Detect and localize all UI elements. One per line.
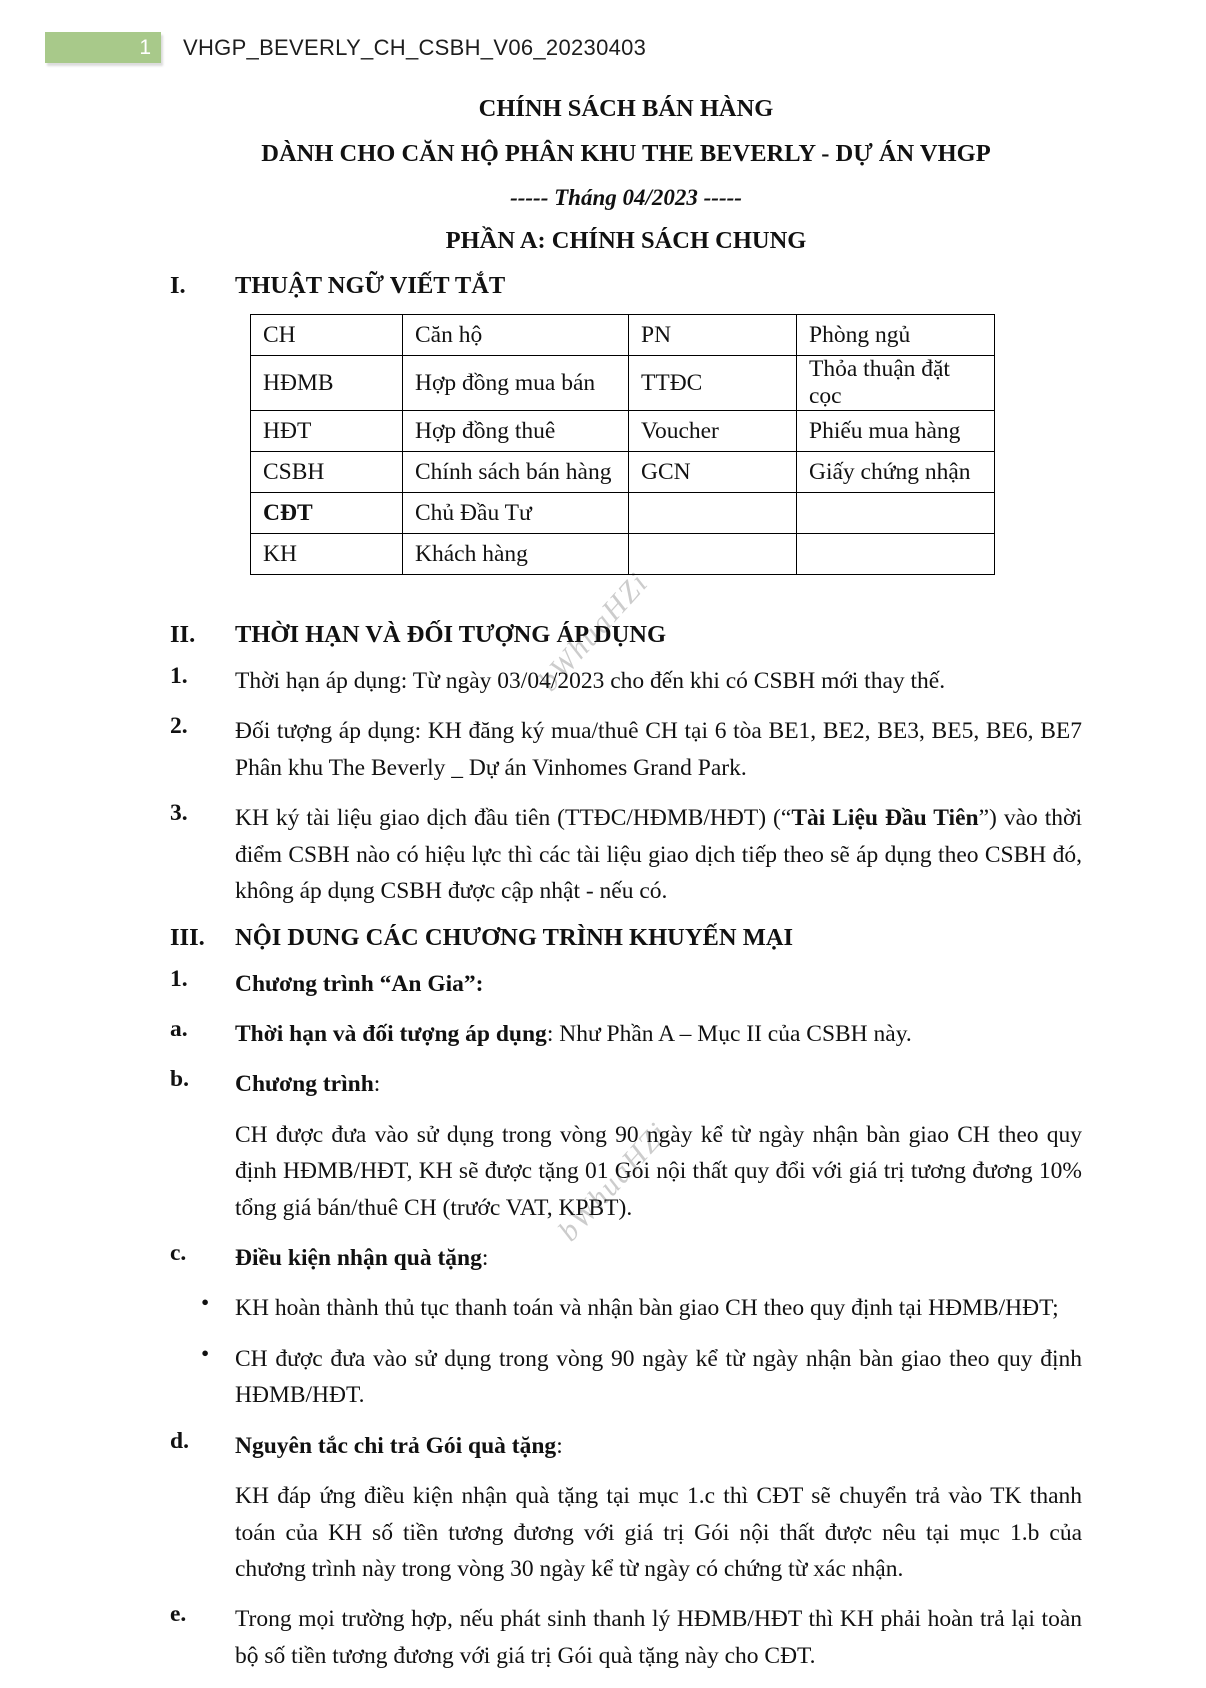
term-abbr: GCN <box>629 452 797 493</box>
bullet-text: CH được đưa vào sử dụng trong vòng 90 ngày kể từ ngày nhận bàn giao theo quy định HĐMB/HĐT. <box>235 1345 1082 1409</box>
section-1-heading <box>170 272 1082 300</box>
list-item <box>170 800 1082 909</box>
table-row <box>251 315 995 356</box>
program-heading <box>170 966 1082 1002</box>
term-definition: Phòng ngủ <box>797 315 995 356</box>
term-abbr: Voucher <box>629 411 797 452</box>
page-number-badge: 1 <box>45 32 161 63</box>
item-text-bold: Tài Liệu Đầu Tiên <box>791 805 979 832</box>
doc-title: CHÍNH SÁCH BÁN HÀNG <box>478 95 774 122</box>
term-definition: Căn hộ <box>403 315 629 356</box>
abbreviation-table <box>250 314 995 575</box>
item-number: b. <box>170 1066 189 1093</box>
item-number: d. <box>170 1427 189 1454</box>
table-row <box>251 534 995 575</box>
list-item <box>170 663 1082 699</box>
item-label: Thời hạn và đối tượng áp dụng <box>235 1020 547 1047</box>
item-text-part: KH ký tài liệu giao dịch đầu tiên (TTĐC/HĐMB/HĐT) (“ <box>235 805 792 832</box>
section-2-heading <box>170 621 1082 649</box>
term-abbr: CSBH <box>251 452 403 493</box>
section-2-title: THỜI HẠN VÀ ĐỐI TƯỢNG ÁP DỤNG <box>235 621 667 648</box>
watermark: bWhuaHZi <box>531 565 656 698</box>
section-3-title: NỘI DUNG CÁC CHƯƠNG TRÌNH KHUYẾN MẠI <box>235 923 794 951</box>
item-text <box>235 1240 1082 1276</box>
item-number: a. <box>170 1015 188 1042</box>
document-body <box>170 95 1082 1688</box>
item-label: Điều kiện nhận quà tặng <box>235 1245 482 1272</box>
section-3-heading <box>170 924 1082 952</box>
page-header <box>45 32 646 63</box>
watermark: bWhuaHZi <box>551 1115 676 1248</box>
bullet-item <box>170 1341 1082 1414</box>
item-text <box>235 800 1082 909</box>
item-number: e. <box>170 1601 187 1628</box>
paragraph: KH đáp ứng điều kiện nhận quà tặng tại mục 1.c thì CĐT sẽ chuyển trả vào TK thanh toán của KH số tiền tương đương với giá trị Gói nội thất được nêu tại mục 1.b của chương trình này trong vòng 30 ngày kể từ ngày có chứng từ xác nhận. <box>235 1483 1082 1583</box>
term-abbr: PN <box>629 315 797 356</box>
term-definition: Hợp đồng thuê <box>403 411 629 452</box>
item-label: Nguyên tắc chi trả Gói quà tặng <box>235 1432 557 1459</box>
item-text <box>235 1016 1082 1052</box>
term-definition: Khách hàng <box>403 534 629 575</box>
item-text-part: : <box>373 1071 381 1098</box>
table-row <box>251 411 995 452</box>
item-number: c. <box>170 1240 187 1267</box>
term-definition <box>797 493 995 534</box>
section-1-title: THUẬT NGỮ VIẾT TẮT <box>235 272 506 299</box>
doc-part-title: PHẦN A: CHÍNH SÁCH CHUNG <box>445 227 807 254</box>
section-1-number: I. <box>170 272 186 299</box>
term-definition: Chính sách bán hàng <box>403 452 629 493</box>
bullet-icon: • <box>201 1290 210 1317</box>
term-definition: Giấy chứng nhận <box>797 452 995 493</box>
term-definition: Phiếu mua hàng <box>797 411 995 452</box>
program-title: Chương trình “An Gia”: <box>235 970 484 997</box>
term-abbr: TTĐC <box>629 356 797 411</box>
bullet-text: KH hoàn thành thủ tục thanh toán và nhận bàn giao CH theo quy định tại HĐMB/HĐT; <box>235 1295 1059 1322</box>
item-text: Đối tượng áp dụng: KH đăng ký mua/thuê CH tại 6 tòa BE1, BE2, BE3, BE5, BE6, BE7 Phân khu The Beverly _ Dự án Vinhomes Grand Park. <box>235 718 1082 781</box>
item-number: 1. <box>170 663 188 689</box>
item-text <box>235 1066 1082 1102</box>
item-label: Chương trình <box>235 1071 374 1098</box>
list-item <box>170 1428 1082 1464</box>
term-abbr: HĐT <box>251 411 403 452</box>
term-definition: Thỏa thuận đặt cọc <box>797 356 995 411</box>
section-2-number: II. <box>170 621 196 648</box>
item-text: Trong mọi trường hợp, nếu phát sinh thanh lý HĐMB/HĐT thì KH phải hoàn trả lại toàn bộ số tiền tương đương với giá trị Gói quà tặng này cho CĐT. <box>235 1606 1082 1669</box>
term-abbr <box>629 493 797 534</box>
item-number: 3. <box>170 800 188 827</box>
section-3-number: III. <box>170 923 205 951</box>
table-row <box>251 452 995 493</box>
doc-date: ----- Tháng 04/2023 ----- <box>510 185 742 210</box>
item-number: 2. <box>170 713 188 740</box>
term-definition <box>797 534 995 575</box>
doc-subtitle: DÀNH CHO CĂN HỘ PHÂN KHU THE BEVERLY - DỰ ÁN VHGP <box>261 140 991 167</box>
list-item <box>170 1601 1082 1674</box>
list-item <box>170 1066 1082 1102</box>
item-number: 1. <box>170 965 188 992</box>
term-abbr: KH <box>251 534 403 575</box>
bullet-icon: • <box>201 1340 210 1367</box>
list-item <box>170 713 1082 786</box>
table-row <box>251 493 995 534</box>
term-abbr: CĐT <box>251 493 403 534</box>
item-text <box>235 1428 1082 1464</box>
item-text-part: ”) vào thời điểm CSBH nào có hiệu lực thì các tài liệu giao dịch tiếp theo sẽ áp dụng theo CSBH đó, không áp dụng CSBH được cập nhật - nếu có. <box>235 805 1082 905</box>
item-text-part: : <box>481 1245 489 1272</box>
term-definition: Chủ Đầu Tư <box>403 493 629 534</box>
item-text-part: : Như Phần A – Mục II của CSBH này. <box>546 1020 912 1047</box>
item-text: Thời hạn áp dụng: Từ ngày 03/04/2023 cho đến khi có CSBH mới thay thế. <box>235 668 946 694</box>
table-row <box>251 356 995 411</box>
term-abbr: HĐMB <box>251 356 403 411</box>
list-item <box>170 1016 1082 1052</box>
item-text-part: : <box>556 1432 563 1459</box>
term-abbr <box>629 534 797 575</box>
document-filename: VHGP_BEVERLY_CH_CSBH_V06_20230403 <box>183 34 647 60</box>
paragraph: CH được đưa vào sử dụng trong vòng 90 ngày kể từ ngày nhận bàn giao CH theo quy định HĐMB/HĐT, KH sẽ được tặng 01 Gói nội thất quy đổi với giá trị tương đương 10% tổng giá bán/thuê CH (trước VAT, KPBT). <box>235 1121 1082 1221</box>
term-abbr: CH <box>251 315 403 356</box>
list-item <box>170 1240 1082 1276</box>
bullet-item <box>170 1290 1082 1326</box>
term-definition: Hợp đồng mua bán <box>403 356 629 411</box>
